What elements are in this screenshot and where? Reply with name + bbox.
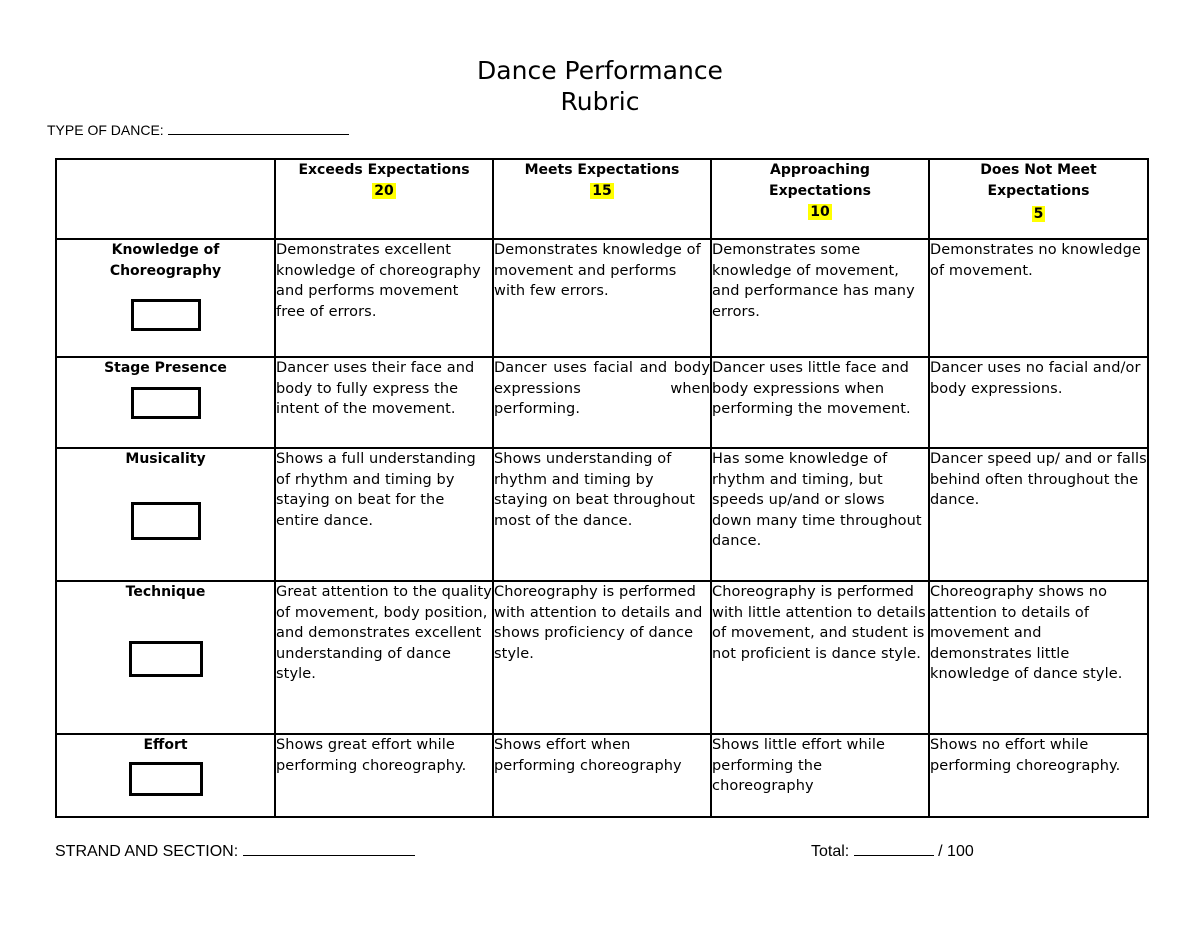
- total-max: / 100: [938, 843, 974, 860]
- rubric-cell: Shows great effort while performing choreography.: [275, 734, 493, 817]
- type-of-dance-label: TYPE OF DANCE:: [47, 122, 164, 138]
- rubric-cell: Dancer uses no facial and/or body expressions.: [929, 357, 1148, 448]
- title-line-2: Rubric: [560, 87, 640, 116]
- score-box[interactable]: [131, 502, 201, 540]
- points-badge: 20: [374, 183, 394, 199]
- corner-cell: [56, 159, 275, 239]
- total-label: Total:: [811, 843, 850, 860]
- rubric-cell: Dancer uses their face and body to fully express the intent of the movement.: [275, 357, 493, 448]
- rubric-cell: Dancer uses facial and body expressions when performing.: [493, 357, 711, 448]
- points-badge: 15: [592, 183, 612, 199]
- rubric-cell: Demonstrates some knowledge of movement, and performance has many errors.: [711, 239, 929, 357]
- rubric-cell: Shows effort when performing choreography: [493, 734, 711, 817]
- level-does-not-meet: Does Not Meet Expectations 5: [929, 159, 1148, 239]
- score-box[interactable]: [129, 641, 203, 677]
- rubric-cell: Choreography is performed with attention to details and shows proficiency of dance style.: [493, 581, 711, 734]
- type-of-dance-blank[interactable]: [168, 120, 349, 135]
- rubric-table: [55, 158, 1149, 818]
- rubric-cell: Shows little effort while performing the choreography: [711, 734, 929, 817]
- rubric-cell: Shows a full understanding of rhythm and timing by staying on beat for the entire dance.: [275, 448, 493, 581]
- criterion-row-stage-presence: [56, 357, 1148, 448]
- rubric-cell: Choreography is performed with little attention to details of movement, and student is not proficient is dance style.: [711, 581, 929, 734]
- rubric-cell: Dancer speed up/ and or falls behind often throughout the dance.: [929, 448, 1148, 581]
- criterion-row-effort: [56, 734, 1148, 817]
- rubric-cell: Shows understanding of rhythm and timing by staying on beat throughout most of the dance.: [493, 448, 711, 581]
- level-meets: Meets Expectations 15: [493, 159, 711, 239]
- criterion-technique: Technique: [56, 581, 275, 734]
- total-field: [811, 841, 974, 861]
- rubric-cell: Demonstrates no knowledge of movement.: [929, 239, 1148, 357]
- points-badge: 10: [810, 204, 830, 220]
- strand-blank[interactable]: [243, 841, 415, 856]
- header-row: [56, 159, 1148, 239]
- criterion-musicality: Musicality: [56, 448, 275, 581]
- rubric-cell: Great attention to the quality of movement, body position, and demonstrates excellent understanding of dance style.: [275, 581, 493, 734]
- score-box[interactable]: [131, 387, 201, 419]
- strand-label: STRAND AND SECTION:: [55, 843, 239, 860]
- criterion-row-musicality: [56, 448, 1148, 581]
- score-box[interactable]: [129, 762, 203, 796]
- rubric-cell: Shows no effort while performing choreography.: [929, 734, 1148, 817]
- rubric-cell: Dancer uses little face and body expressions when performing the movement.: [711, 357, 929, 448]
- criterion-knowledge: Knowledge of Choreography: [56, 239, 275, 357]
- strand-and-section-field: [55, 841, 415, 861]
- score-box[interactable]: [131, 299, 201, 331]
- points-badge: 5: [1033, 206, 1044, 222]
- criterion-row-technique: [56, 581, 1148, 734]
- title-line-1: Dance Performance: [477, 56, 723, 85]
- rubric-cell: Has some knowledge of rhythm and timing, but speeds up/and or slows down many time throughout dance.: [711, 448, 929, 581]
- level-exceeds: Exceeds Expectations 20: [275, 159, 493, 239]
- criterion-stage-presence: Stage Presence: [56, 357, 275, 448]
- type-of-dance-field: [47, 120, 349, 138]
- level-approaching: Approaching Expectations 10: [711, 159, 929, 239]
- document-title: [0, 55, 1200, 117]
- rubric-cell: Demonstrates knowledge of movement and performs with few errors.: [493, 239, 711, 357]
- total-blank[interactable]: [854, 841, 934, 856]
- criterion-effort: Effort: [56, 734, 275, 817]
- rubric-cell: Choreography shows no attention to details of movement and demonstrates little knowledge of dance style.: [929, 581, 1148, 734]
- criterion-row-knowledge: [56, 239, 1148, 357]
- rubric-cell: Demonstrates excellent knowledge of choreography and performs movement free of errors.: [275, 239, 493, 357]
